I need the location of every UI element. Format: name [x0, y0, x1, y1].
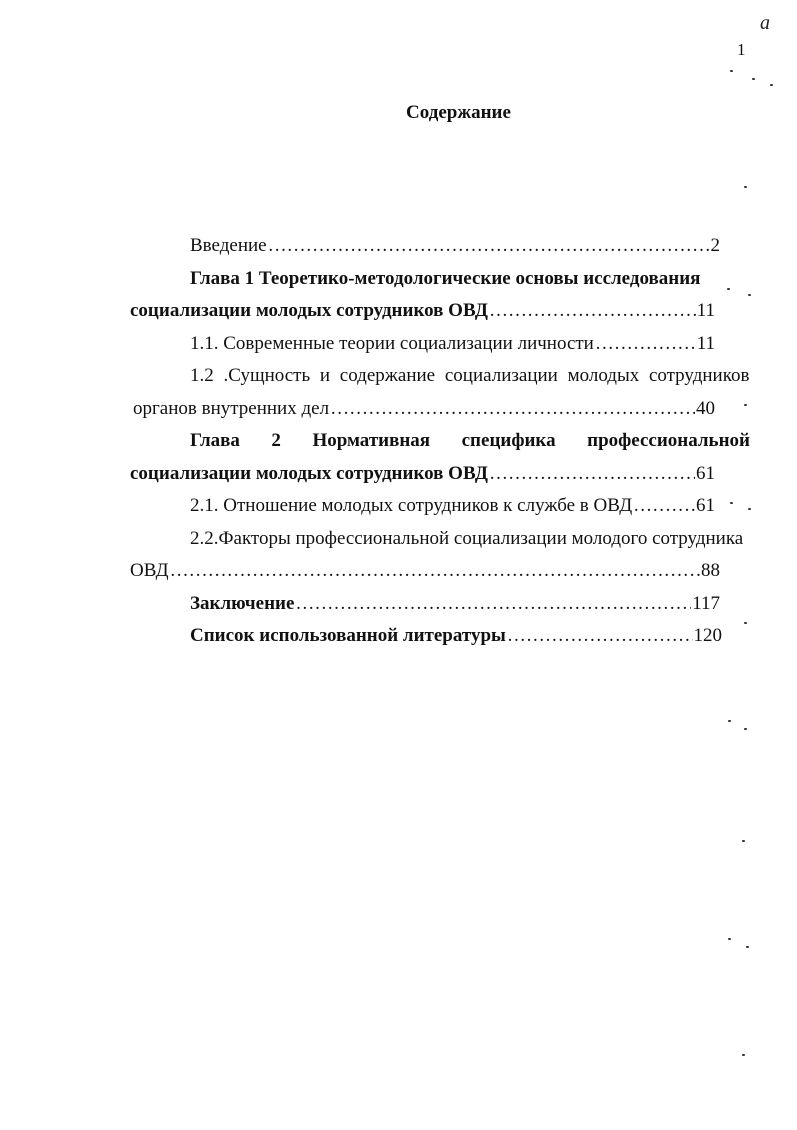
scan-speck	[727, 288, 730, 290]
scan-speck	[744, 622, 747, 624]
toc-entry-bibliography	[130, 620, 750, 653]
toc-entry-1-2-line1: 1.2 .Сущность и содержание социализации молодых сотрудников	[190, 365, 750, 386]
toc-label: Введение	[190, 235, 267, 256]
word: Нормативная	[312, 430, 431, 451]
toc-entry-chapter2	[130, 458, 750, 491]
scan-speck	[748, 294, 751, 296]
leader-dots	[507, 620, 693, 653]
toc-page: 11	[696, 332, 715, 354]
toc-entry-2-2-line1: 2.2.Факторы профессиональной социализации молодого сотрудника	[190, 527, 744, 549]
page-title: Содержание	[406, 102, 511, 123]
toc-label: 2.1. Отношение молодых сотрудников к службе в ОВД	[190, 495, 633, 516]
toc-entry-chapter2-line1	[130, 425, 750, 458]
corner-mark: a	[760, 12, 770, 34]
toc-entry-1-2	[130, 393, 750, 426]
scan-speck	[744, 728, 747, 730]
toc-page: 88	[701, 560, 720, 581]
scan-speck	[728, 720, 731, 722]
toc-label: органов внутренних дел	[133, 397, 330, 419]
scan-speck	[746, 946, 749, 948]
scan-speck	[742, 840, 745, 842]
scan-speck	[752, 78, 755, 80]
scan-speck	[730, 70, 733, 72]
toc-entry-intro	[130, 230, 750, 263]
toc-label: социализации молодых сотрудников ОВД	[130, 300, 488, 321]
toc-label: ОВД	[130, 560, 169, 581]
leader-dots	[489, 458, 695, 491]
toc-page: 117	[692, 592, 720, 614]
scan-speck	[744, 186, 747, 188]
toc-page: 40	[696, 397, 715, 419]
toc-entry-2-2	[130, 555, 750, 588]
toc-entry-chapter1-line1: Глава 1 Теоретико-методологические основы исследования	[190, 267, 701, 289]
leader-dots	[595, 328, 696, 361]
page-number: 1	[737, 40, 746, 59]
scan-speck	[770, 84, 773, 86]
toc-entry-1-1	[130, 328, 750, 361]
toc-page: 61	[696, 462, 715, 484]
toc-page: 2	[710, 235, 720, 256]
toc-label: Список использованной литературы	[190, 625, 506, 646]
word: специфика	[461, 430, 556, 451]
leader-dots	[170, 555, 700, 588]
leader-dots	[268, 230, 710, 263]
toc-page: 61	[696, 495, 715, 516]
toc-label: 1.1. Современные теории социализации личности	[190, 332, 594, 354]
word: профессиональной	[587, 430, 750, 451]
scan-speck	[748, 508, 751, 510]
toc-entry-conclusion	[130, 588, 750, 621]
leader-dots	[330, 393, 695, 426]
toc-page: 120	[693, 625, 722, 646]
leader-dots	[295, 588, 691, 621]
leader-dots	[489, 295, 696, 328]
word: Глава	[190, 430, 240, 451]
scan-speck	[742, 1054, 745, 1056]
scan-speck	[744, 404, 747, 406]
scan-speck	[730, 502, 733, 504]
toc-label: социализации молодых сотрудников ОВД	[130, 462, 488, 484]
leader-dots	[633, 490, 695, 523]
word: 2	[271, 430, 281, 451]
scan-speck	[728, 938, 731, 940]
toc-entry-2-1	[130, 490, 750, 523]
toc-label: Заключение	[190, 592, 295, 614]
toc-entry-chapter1	[130, 295, 750, 328]
table-of-contents	[130, 230, 750, 653]
toc-page: 11	[696, 300, 715, 321]
